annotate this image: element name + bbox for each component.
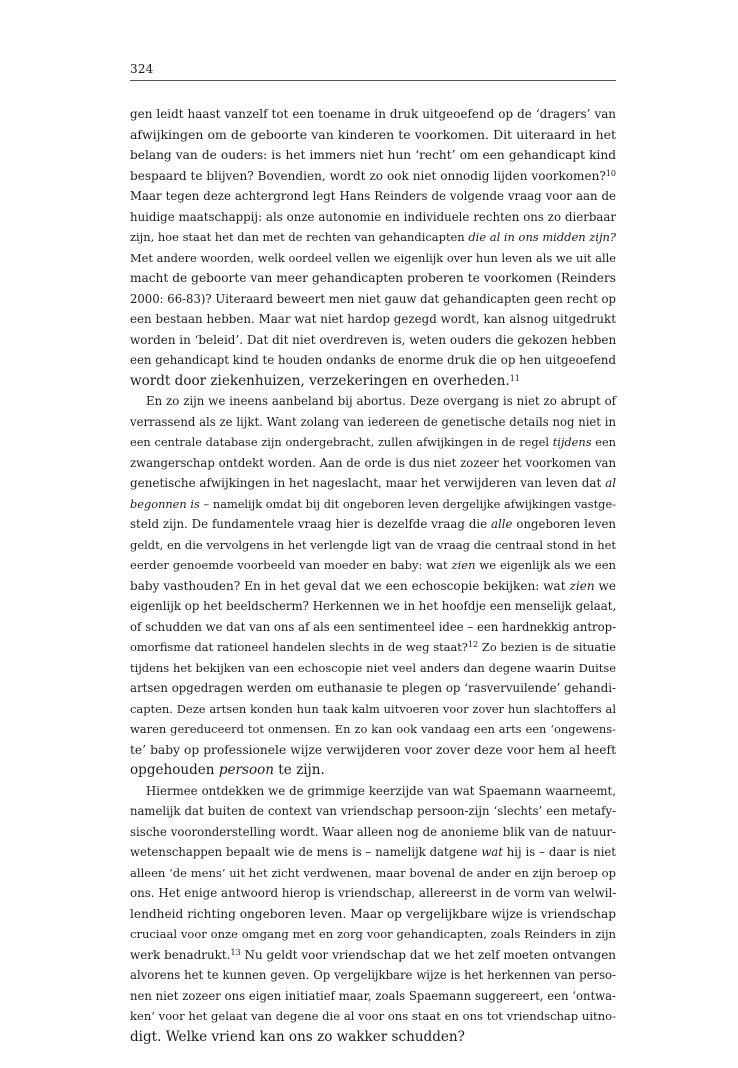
paragraph-2 [130,391,616,781]
text-line: alvorens het te kunnen geven. Op vergelijkbare wijze is het herkennen van perso- [130,968,616,982]
text-line: alleen ‘de mens’ uit het zicht verdwenen, maar bovenal de ander en zijn beroep op [130,865,616,880]
text-line: ken’ voor het gelaat van degene die al voor ons staat en ons tot vriendschap uitno- [130,1009,616,1023]
text-line: of schudden we dat van ons af als een sentimenteel idee – een hardnekkig antrop- [130,619,616,634]
page-number: 324 [130,62,154,76]
text-line: begonnen is – namelijk omdat bij dit ongeboren leven dergelijke afwijkingen vastge- [130,496,616,511]
emphasis: persoon [218,762,274,778]
text-line: wordt door ziekenhuizen, verzekeringen en overheden.$^{11}$ [130,372,520,389]
emphasis: tijdens [552,435,592,449]
text-line: omorfisme dat rationeel handelen slechts in de weg staat?$^{12}$ Zo bezien is de situatie [130,640,616,654]
text-line: huidige maatschappij: als onze autonomie en individuele rechten ons zo dierbaar [130,209,616,224]
text-line: capten. Deze artsen konden hun taak kalm uitvoeren voor zover hun slachtoffers al [130,701,616,716]
text-line: verrassend als ze lijkt. Want zolang van iedereen de genetische details nog niet in [130,414,616,429]
text-line: ons. Het enige antwoord hierop is vriendschap, allereerst in de vorm van welwil- [130,886,617,900]
emphasis: wat [481,845,503,859]
emphasis: begonnen is [130,496,200,511]
text-line: steld zijn. De fundamentele vraag hier is dezelfde vraag die alle ongeboren leven [130,517,616,531]
footnote-ref-10[interactable]: 10 [605,168,616,178]
text-line: te’ baby op professionele wijze verwijderen voor zover deze voor hem al heeft [130,742,616,757]
emphasis: zien [451,558,476,572]
text-line: zwangerschap ontdekt worden. Aan de orde is dus niet zozeer het voorkomen van [130,455,616,470]
text-line: tijdens het bekijken van een echoscopie niet veel anders dan degene waarin Duitse [130,660,616,675]
text-line: werk benadrukt.$^{13}$ Nu geldt voor vriendschap dat we het zelf moeten ontvangen [130,947,616,962]
text-line: cruciaal voor onze omgang met en zorg voor gehandicapten, zoals Reinders in zijn [130,927,616,941]
emphasis: zien [569,578,595,593]
footnote-ref-11[interactable]: 11 [509,373,520,383]
text-line: eerder genoemde voorbeeld van moeder en baby: wat zien we eigenlijk als we een [130,558,616,572]
footnote-ref-12[interactable]: 12 [467,640,479,649]
text-line: belang van de ouders: is het immers niet hun ‘recht’ om een gehandicapt kind [130,148,616,162]
emphasis: die al in ons midden zijn? [468,230,617,244]
text-line: Met andere woorden, welk oordeel vellen we eigenlijk over hun leven als we uit alle [130,250,616,265]
text-line: gen leidt haast vanzelf tot een toename in druk uitgeoefend op de ‘dragers’ van [130,107,616,121]
text-line: macht de geboorte van meer gehandicapten proberen te voorkomen (Reinders [130,271,616,285]
text-line: digt. Welke vriend kan ons zo wakker schudden? [130,1028,465,1045]
text-line: een bestaan hebben. Maar wat niet hardop gezegd wordt, kan alsnog uitgedrukt [130,312,616,326]
text-line: lendheid richting ongeboren leven. Maar op vergelijkbare wijze is vriendschap [130,906,616,921]
text-line: baby vasthouden? En in het geval dat we een echoscopie bekijken: wat zien we [130,578,617,593]
text-line: worden in ‘beleid’. Dat dit niet overdreven is, weten ouders die gekozen hebben [130,332,617,347]
footnote-ref-13[interactable]: 13 [230,947,241,957]
header-rule [130,80,616,81]
text-line: geldt, en die vervolgens in het verlengde ligt van de vraag die centraal stond in het [130,537,616,552]
text-line: artsen opgedragen werden om euthanasie te plegen op ‘rasvervuilende’ gehandi- [130,681,616,695]
text-line: 2000: 66-83)? Uiteraard beweert men niet gauw dat gehandicapten geen recht op [130,291,616,306]
text-line: zijn, hoe staat het dan met de rechten van gehandicapten die al in ons midden zijn? [130,230,617,244]
text-line: opgehouden persoon te zijn. [130,762,325,778]
text-line: afwijkingen om de geboorte van kinderen te voorkomen. Dit uiteraard in het [130,126,616,142]
emphasis: alle [490,517,513,531]
emphasis: al [605,476,617,490]
paragraph-3 [130,781,616,1048]
paragraph-1 [130,104,616,391]
text-line: genetische afwijkingen in het nageslacht, maar het verwijderen van leven dat al [130,476,617,490]
text-line: bespaard te blijven? Bovendien, wordt zo ook niet onnodig lijden voorkomen?$^{10}$ [130,168,616,183]
body-text [130,104,616,1047]
text-line: een centrale database zijn ondergebracht, zullen afwijkingen in de regel tijdens een [130,435,616,449]
text-line: eigenlijk op het beeldscherm? Herkennen we in het hoofdje een menselijk gelaat, [130,599,617,613]
text-line: een gehandicapt kind te houden ondanks de enorme druk die op hen uitgeoefend [130,353,616,367]
text-line: sische vooronderstelling wordt. Waar alleen nog de anonieme blik van de natuur- [130,824,616,839]
text-line: Hiermee ontdekken we de grimmige keerzijde van wat Spaemann waarneemt, [146,783,616,798]
text-line: En zo zijn we ineens aanbeland bij abortus. Deze overgang is niet zo abrupt of [146,394,616,408]
text-line: namelijk dat buiten de context van vriendschap persoon-zijn ‘slechts’ een metafy- [130,804,616,818]
text-line: Maar tegen deze achtergrond legt Hans Reinders de volgende vraag voor aan de [130,189,616,203]
text-line: nen niet zozeer ons eigen initiatief maar, zoals Spaemann suggereert, een ‘ontwa- [130,988,616,1003]
text-line: waren gereduceerd tot onmensen. En zo kan ook vandaag een arts een ‘ongewens- [130,722,616,736]
text-line: wetenschappen bepaalt wie de mens is – namelijk datgene wat hij is – daar is niet [130,845,616,859]
